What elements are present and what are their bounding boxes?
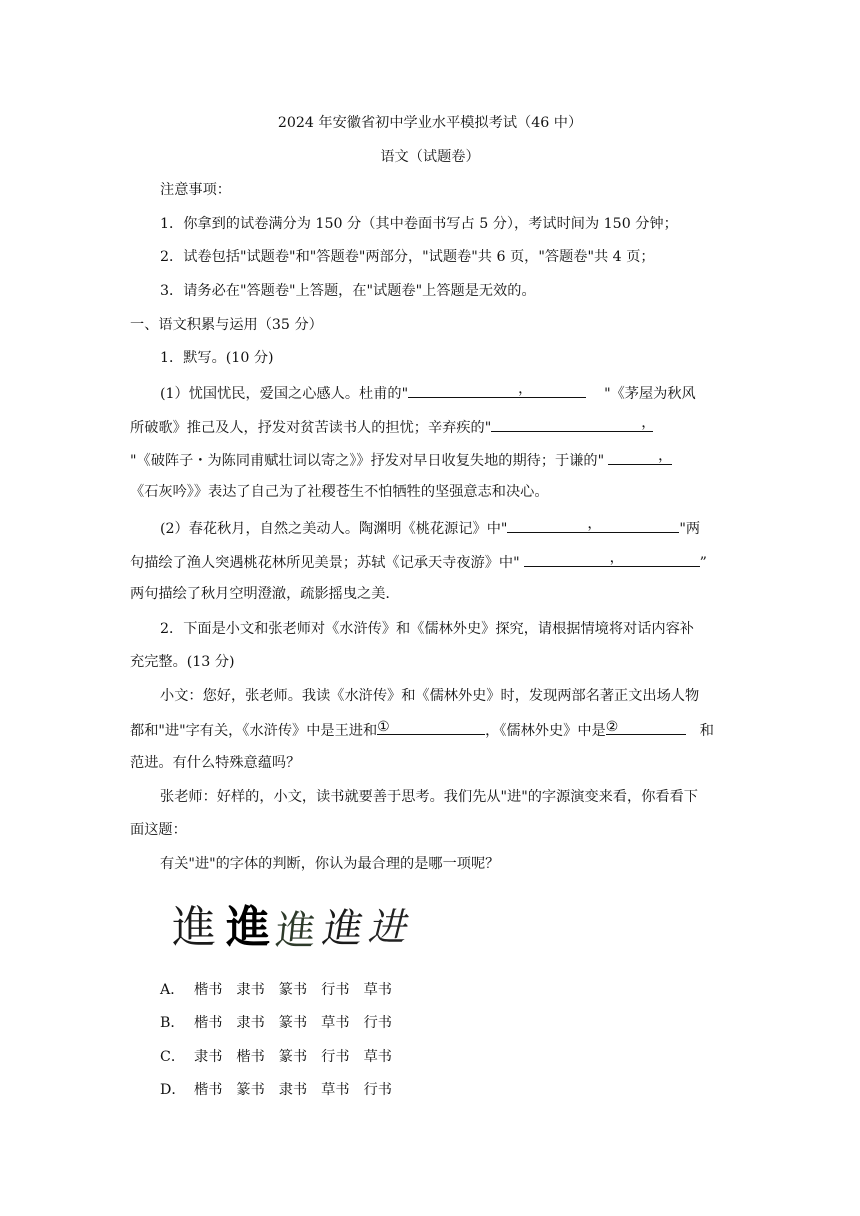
option-item: 隶书 — [278, 1082, 308, 1098]
option-letter: D． — [160, 1082, 186, 1098]
circle-marker-2: ② — [605, 719, 619, 735]
option-item: 篆书 — [236, 1082, 265, 1098]
answer-blank[interactable] — [524, 551, 700, 567]
note-item-3: 3．请务必在"答题卷"上答题，在"试题卷"上答题是无效的。 — [160, 283, 536, 299]
option-item: 楷书 — [236, 1049, 265, 1065]
q1-p2-text-b: "两 — [679, 521, 701, 537]
q1-title: 1．默写。(10 分) — [160, 350, 274, 366]
option-letter: C． — [160, 1049, 186, 1065]
option-item: 草书 — [321, 1015, 350, 1031]
notes-heading: 注意事项： — [160, 182, 231, 198]
option-item: 楷书 — [194, 1082, 223, 1098]
xiaowen-line2 — [130, 719, 730, 741]
glyph-kaishu: 進 — [172, 902, 216, 953]
q1-p1-line4: 《石灰吟》》表达了自己为了社稷苍生不怕牺牲的坚强意志和决心。 — [130, 484, 549, 500]
option-item: 行书 — [321, 982, 350, 998]
glyph-zhuanshu: 進 — [273, 908, 319, 954]
q2-title-line1: 2．下面是小文和张老师对《水浒传》和《儒林外史》探究，请根据情境将对话内容补 — [160, 621, 694, 637]
blank-comma: ， — [518, 381, 533, 397]
option-item: 篆书 — [278, 982, 308, 998]
note-item-2: 2．试卷包括"试题卷"和"答题卷"两部分，"试题卷"共 6 页，"答题卷"共 4 页； — [160, 249, 655, 265]
option-item: 草书 — [321, 1082, 350, 1098]
teacher-line2: 面这题： — [130, 822, 187, 838]
option-item: 楷书 — [194, 982, 223, 998]
xiaowen-text-b1: 都和"进"字有关，《水浒传》中是王进和 — [130, 723, 378, 739]
q1-p2-line2 — [130, 551, 730, 573]
blank-comma: ， — [658, 448, 673, 464]
option-item: 楷书 — [194, 1015, 223, 1031]
q1-p1-text-b: "《茅屋为秋风 — [604, 386, 696, 402]
answer-blank-1[interactable] — [377, 719, 485, 735]
blank-comma: ， — [641, 415, 656, 431]
teacher-line1: 张老师：好样的，小文，读书就要善于思考。我们先从"进"的字源演变来看，你看看下 — [160, 789, 698, 805]
option-b[interactable] — [160, 1013, 760, 1033]
calligraphy-image — [168, 890, 428, 960]
blank-comma: ， — [587, 516, 602, 532]
option-item: 行书 — [321, 1049, 350, 1065]
answer-blank[interactable] — [408, 382, 586, 398]
q1-p1-text-c: 所破歌》推己及人，抒发对贫苦读书人的担忧；辛弃疾的" — [130, 420, 492, 436]
xiaowen-text-b3: 和 — [699, 723, 714, 739]
q2-title-line2: 充完整。(13 分) — [130, 654, 235, 670]
section-heading: 一、语文积累与运用（35 分） — [130, 317, 323, 333]
option-letter: A． — [160, 982, 185, 998]
glyph-lishu: 進 — [226, 902, 270, 953]
glyph-xingshu: 進 — [319, 905, 368, 952]
option-item: 草书 — [363, 1049, 392, 1065]
option-item: 篆书 — [278, 1015, 308, 1031]
exam-subtitle: 语文（试题卷） — [380, 149, 480, 165]
blank-comma: ， — [609, 550, 624, 566]
answer-blank[interactable] — [491, 415, 656, 432]
option-c[interactable] — [160, 1047, 760, 1067]
xiaowen-text-b2: ，《儒林外史》中是 — [485, 723, 606, 739]
option-item: 隶书 — [236, 982, 265, 998]
q1-p2-text-d: ” — [699, 555, 707, 571]
q1-p1-line3 — [130, 449, 730, 471]
answer-blank[interactable] — [507, 517, 679, 533]
answer-blank-2[interactable] — [606, 719, 686, 735]
xiaowen-line1: 小文：您好，张老师。我读《水浒传》和《儒林外史》时，发现两部名著正文出场人物 — [160, 688, 700, 704]
option-letter: B． — [160, 1015, 185, 1031]
note-item-1: 1．你拿到的试卷满分为 150 分（其中卷面书写占 5 分），考试时间为 150 分钟； — [160, 216, 678, 232]
q1-p2-line1 — [160, 517, 760, 539]
option-a[interactable] — [160, 980, 760, 1000]
xiaowen-line3: 范进。有什么特殊意蕴吗？ — [130, 755, 301, 771]
answer-blank[interactable] — [608, 449, 672, 465]
q1-p2-text-c: 句描绘了渔人突遇桃花林所见美景；苏轼《记承天寺夜游》中" — [130, 555, 520, 571]
option-item: 行书 — [363, 1082, 392, 1098]
glyph-caoshu: 进 — [365, 905, 415, 950]
q1-p1-text-a: (1）忧国忧民，爱国之心感人。杜甫的" — [160, 386, 409, 402]
exam-title: 2024 年安徽省初中学业水平模拟考试（46 中） — [277, 115, 583, 131]
q2-question: 有关"进"的字体的判断，你认为最合理的是哪一项呢？ — [160, 856, 500, 872]
option-item: 草书 — [363, 982, 392, 998]
q1-p1-line2 — [130, 416, 730, 438]
q1-p2-text-a: (2）春花秋月，自然之美动人。陶渊明《桃花源记》中" — [160, 521, 508, 537]
circle-marker-1: ① — [377, 719, 390, 735]
option-d[interactable] — [160, 1080, 760, 1100]
option-item: 篆书 — [278, 1049, 308, 1065]
q1-p2-line3: 两句描绘了秋月空明澄澈，疏影摇曳之美. — [130, 586, 390, 602]
option-item: 行书 — [363, 1015, 392, 1031]
option-item: 隶书 — [236, 1015, 265, 1031]
q1-p1-line1 — [160, 382, 760, 404]
option-item: 隶书 — [194, 1049, 223, 1065]
q1-p1-text-d: "《破阵子・为陈同甫赋壮词以寄之》》抒发对早日收复失地的期待；于谦的" — [130, 453, 605, 469]
